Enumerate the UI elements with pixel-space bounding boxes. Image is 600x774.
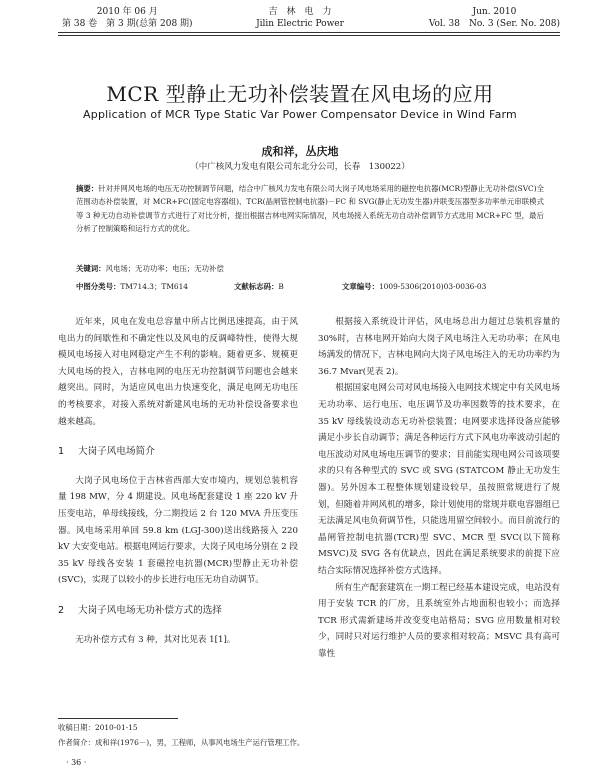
keywords-text: 风电场；无功功率；电压；无功补偿 — [105, 264, 224, 273]
header-journal-en: Jilin Electric Power — [256, 19, 344, 29]
section-2-paragraph: 无功补偿方式有 3 种，其对比见表 1[1]。 — [75, 634, 236, 645]
section-2-number: 2 — [58, 604, 65, 616]
paper-title-cn: MCR 型静止无功补偿装置在风电场的应用 — [106, 82, 494, 106]
page-number: · 36 · — [66, 758, 87, 767]
header-date: 2010 年 06 月 — [96, 7, 158, 17]
body-column-left — [58, 314, 298, 648]
intro-paragraph: 近年来，风电在发电总容量中所占比例迅速提高，由于风电出力的间歇性和不确定性以及风电的反调峰特性，使得大规模风电场接入对电网稳定产生不利的影响。随着更多、规模更大风电场的投入，吉林电网的电压无功控制调节问题也会越来越突出。同时，为适应风电出力快速变化，满足电网无功电压的考核要求，对接入系统对新建风电场的无功补偿设备要求也越来越高。 — [58, 317, 298, 427]
section-1-paragraph: 大岗子风电场位于吉林省西部大安市境内，规划总装机容量 198 MW，分 4 期建设。风电场配套建设 1 座 220 kV 升压变电站，单母线接线，分二期投运 2 台 120 MVA 升压变压器。风电场采用单回 59.8 km (LGJ-300)送出线路接入 220 kV 大安变电站。根据电网运行要求，大岗子风电场分别在 2 段 35 kV 母线各安装 1 套磁控电抗器(MCR)型静止无功补偿(SVC)，实现了以较小的步长进行电压无功自动调节。 — [58, 475, 298, 586]
abstract-label: 摘要： — [76, 184, 99, 193]
authors: 成和祥，丛庆地 — [261, 145, 339, 158]
section-2-heading — [58, 603, 298, 620]
clc-number — [76, 281, 188, 293]
doc-value: B — [278, 282, 284, 291]
section-2-title: 大岗子风电场无功补偿方式的选择 — [78, 604, 222, 616]
footnote-rule — [58, 718, 178, 719]
clc-label: 中图分类号： — [76, 282, 121, 291]
header-volume-en: Vol. 38 No. 3 (Ser. No. 208) — [428, 19, 560, 29]
doc-label: 文献标志码： — [234, 282, 279, 291]
right-paragraph-2: 根据国家电网公司对风电场接入电网技术规定中有关风电场无功功率、运行电压、电压调节及功率因数等的技术要求，在 35 kV 母线装设动态无功补偿装置；电网要求选择设备应能够满足小步长自动调节；满足各种运行方式下风电功率波动引起的电压波动对风电场电压调节的要求；目前能实现电网公司该项要求的只有各种型式的 SVC 或 SVG (STATCOM 静止无功发生器)。另外因本工程整体规划建设较早，虽按照常规进行了规划，但随着并网风机的增多，除计划使用的常规并联电容器组已无法满足风电负荷调节性，只能选用留空间较小。而目前流行的晶闸管控制电抗器(TCR)型 SVC、MCR 型 SVC(以下简称 MSVC)及 SVG 各有优缺点，因此在满足系统要求的前提下应结合实际情况选择补偿方式选择。 — [318, 383, 560, 576]
header-rule-top — [58, 32, 560, 33]
header-date-en: Jun. 2010 — [472, 7, 517, 17]
section-1-title: 大岗子风电场简介 — [78, 446, 155, 458]
right-paragraph-1: 根据接入系统设计评估，风电场总出力超过总装机容量的 30%时，吉林电网开始向大岗子风电场注入无功功率；在风电场满发的情况下，吉林电网向大岗子风电场注入的无功功率约为 36.7 Mvar(见表 2)。 — [318, 317, 560, 377]
right-paragraph-3: 所有生产配套建筑在一期工程已经基本建设完成，电站没有用于安装 TCR 的厂房，且系统室外占地面积也较小；而选择 TCR 形式需新建场并改变变电站格局；SVG 应用数量相对较少，同时只对运行维护人员的要求相对较高；MSVC 具有高可靠性 — [318, 582, 560, 659]
header-journal-cn: 吉 林 电 力 — [268, 7, 332, 17]
abstract-text: 针对并网风电场的电压无功控制调节问题，结合中广核风力发电有限公司大岗子风电场采用的磁控电抗器(MCR)型静止无功补偿(SVC)全范围动态补偿装置，对 MCR+FC(固定电容器组)、TCR(晶闸管控制电抗器)－FC 和 SVG(静止无功发生器)并联变压器型多功率单元串联模式等 3 种无功自动补偿调节方式进行了对比分析，提出根据吉林电网实际情况，风电场接入系统无功自动补偿调节方式选用 MCR+FC 型，最后分析了控制策略和运行方式的优化。 — [76, 184, 544, 234]
footnote-received: 收稿日期：2010-01-15 — [58, 723, 138, 732]
clc-value: TM714.3；TM614 — [120, 282, 189, 291]
document-code — [234, 281, 284, 293]
header-rule-bottom — [58, 35, 560, 36]
paper-title-en: Application of MCR Type Static Var Power Compensator Device in Wind Farm — [83, 108, 517, 121]
header-volume: 第 38 卷 第 3 期(总第 208 期) — [62, 19, 193, 29]
section-1-heading — [58, 444, 298, 461]
body-column-right — [318, 314, 560, 662]
keywords — [76, 263, 544, 275]
section-1-number: 1 — [58, 446, 65, 458]
running-header-right — [429, 6, 560, 30]
keywords-label: 关键词： — [76, 264, 106, 273]
footnote-author-info: 作者简介：成和祥(1976－)，男，工程师，从事风电场生产运行管理工作。 — [58, 738, 305, 747]
article-number — [342, 281, 486, 293]
abstract — [76, 182, 544, 236]
art-label: 文章编号： — [342, 282, 379, 291]
art-value: 1009-5306(2010)03-0036-03 — [378, 282, 487, 291]
affiliation: （中广核风力发电有限公司东北分公司，长春 130022） — [190, 162, 410, 172]
